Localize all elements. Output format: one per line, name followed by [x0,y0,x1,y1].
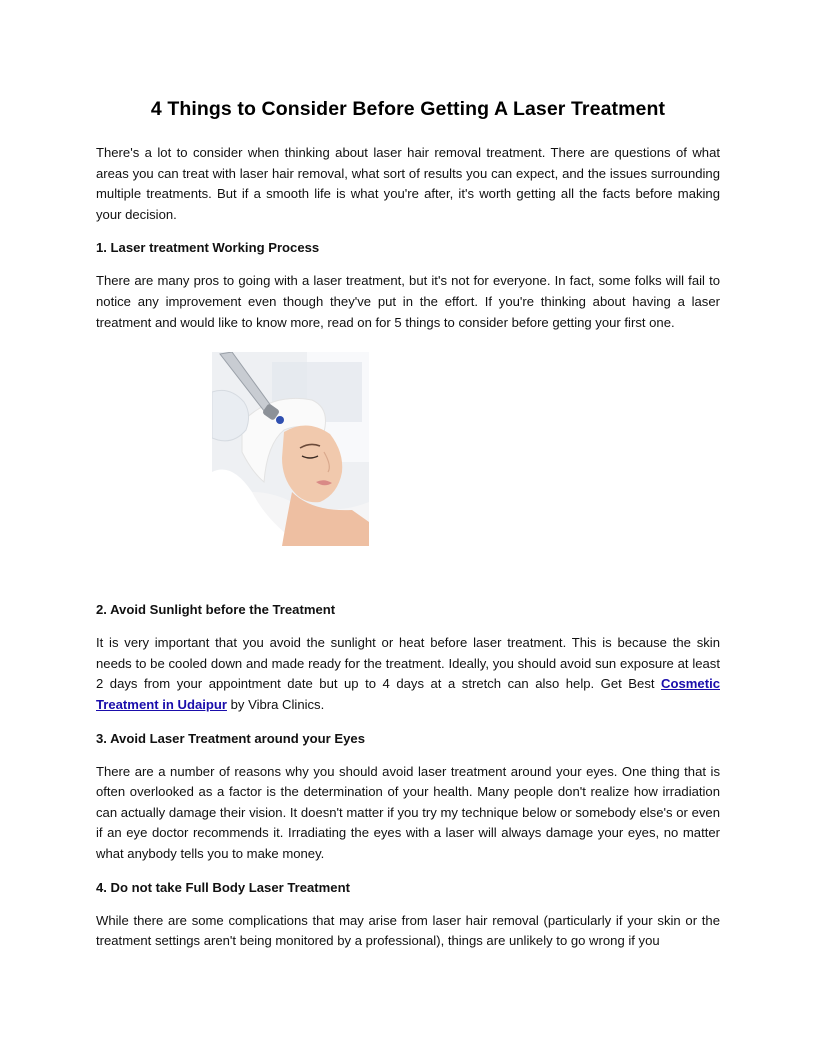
section-2-text-after-link: by Vibra Clinics. [226,696,325,712]
article [96,98,720,965]
laser-treatment-illustration [212,352,369,546]
section-2-body [96,633,720,715]
intro-paragraph: There's a lot to consider when thinking about laser hair removal treatment. There are questions of what areas you can treat with laser hair removal, what sort of results you can expect, and the issues surrounding multiple treatments. But if a smooth life is what you're after, it's worth getting all the facts before making your decision. [96,145,720,222]
section-1-heading: 1. Laser treatment Working Process [96,240,320,256]
cosmetic-treatment-link[interactable]: Cosmetic Treatment in Udaipur [96,676,720,712]
section-1-body: There are many pros to going with a laser treatment, but it's not for everyone. In fact, some folks will fail to notice any improvement even though they've put in the effort. If you're thinking about having a laser treatment and would like to know more, read on for 5 things to consider before getting your first one. [96,273,720,330]
section-2-text-before-link: It is very important that you avoid the sunlight or heat before laser treatment. This is because the skin needs to be cooled down and made ready for the treatment. Ideally, you should avoid sun exposure at least 2 days from your appointment date but up to 4 days at a stretch can also help. Get Best [96,635,720,692]
section-3-body: There are a number of reasons why you should avoid laser treatment around your eyes. One thing that is often overlooked as a factor is the determination of your health. Many people don't realize how irradiation can actually damage their vision. It doesn't matter if you try my technique below or somebody else's or even if an eye doctor recommends it. Irradiating the eyes with a laser will always damage your eyes, no matter what anybody tells you to make money. [96,763,720,861]
section-2-heading: 2. Avoid Sunlight before the Treatment [96,602,336,618]
section-4-heading: 4. Do not take Full Body Laser Treatment [96,879,350,895]
section-3-heading: 3. Avoid Laser Treatment around your Eyes [96,730,365,746]
laser-treatment-photo [212,352,369,546]
page-title: 4 Things to Consider Before Getting A Laser Treatment [150,98,666,120]
section-4-body: While there are some complications that may arise from laser hair removal (particularly if your skin or the treatment settings aren't being monitored by a professional), things are unlikely to go wrong if you [96,912,720,949]
